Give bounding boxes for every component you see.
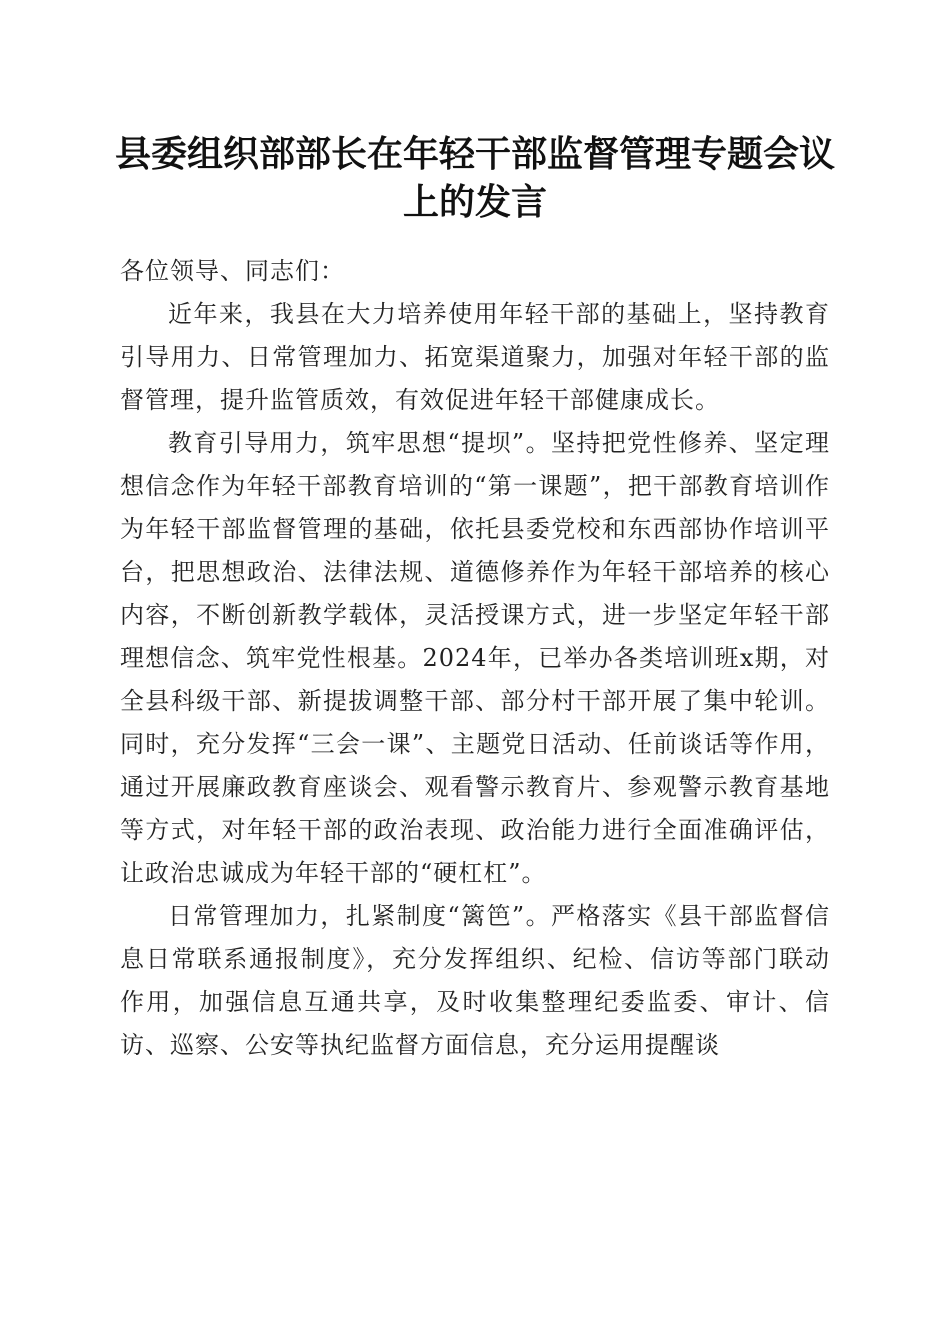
paragraph-daily-management: 日常管理加力，扎紧制度“篱笆”。严格落实《县干部监督信息日常联系通报制度》，充分发挥组织、纪检、信访等部门联动作用，加强信息互通共享，及时收集整理纪委监委、审计、信访、巡察、公安等执纪监督方面信息，充分运用提醒谈 bbox=[120, 902, 830, 1059]
paragraph-education: 教育引导用力，筑牢思想“提坝”。坚持把党性修养、坚定理想信念作为年轻干部教育培训的“第一课题”，把干部教育培训作为年轻干部监督管理的基础，依托县委党校和东西部协作培训平台，把思想政治、法律法规、道德修养作为年轻干部培养的核心内容，不断创新教学载体，灵活授课方式，进一步坚定年轻干部理想信念、筑牢党性根基。2024年，已举办各类培训班x期，对全县科级干部、新提拔调整干部、部分村干部开展了集中轮训。同时，充分发挥“三会一课”、主题党日活动、任前谈话等作用，通过开展廉政教育座谈会、观看警示教育片、参观警示教育基地等方式，对年轻干部的政治表现、政治能力进行全面准确评估，让政治忠诚成为年轻干部的“硬杠杠”。 bbox=[120, 429, 830, 887]
salutation: 各位领导、同志们： bbox=[120, 257, 345, 285]
paragraph-intro: 近年来，我县在大力培养使用年轻干部的基础上，坚持教育引导用力、日常管理加力、拓宽渠道聚力，加强对年轻干部的监督管理，提升监管质效，有效促进年轻干部健康成长。 bbox=[120, 300, 830, 414]
document-body bbox=[120, 250, 830, 1067]
document-title: 县委组织部部长在年轻干部监督管理专题会议上的发言 bbox=[114, 133, 835, 223]
